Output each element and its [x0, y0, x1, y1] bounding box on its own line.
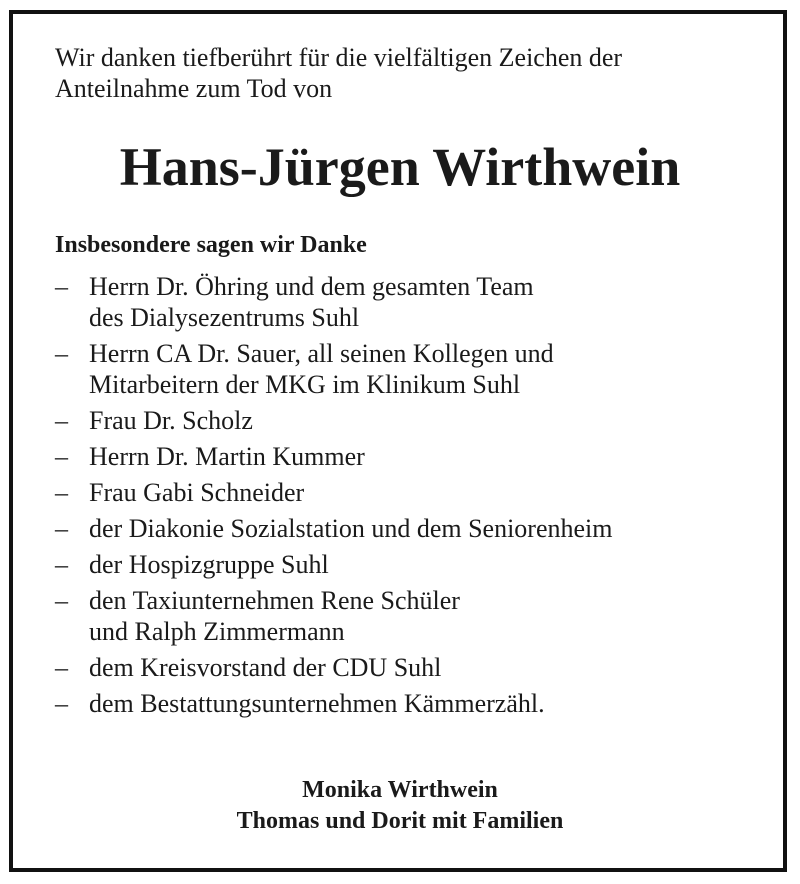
dash-bullet: – [55, 442, 68, 471]
intro-line: Anteilnahme zum Tod von [55, 74, 333, 103]
thanks-heading: Insbesondere sagen wir Danke [55, 232, 367, 258]
list-item [55, 271, 775, 333]
list-item-line: der Hospizgruppe Suhl [89, 550, 329, 579]
deceased-name: Hans-Jürgen Wirthwein [119, 137, 681, 197]
list-item-line: Mitarbeitern der MKG im Klinikum Suhl [89, 370, 521, 399]
list-item-line: Herrn Dr. Martin Kummer [89, 442, 365, 471]
intro-text [55, 42, 765, 104]
intro-line: Wir danken tiefberührt für die vielfältigen Zeichen der [55, 43, 623, 72]
dash-bullet: – [55, 514, 68, 543]
list-item-line: Herrn CA Dr. Sauer, all seinen Kollegen und [89, 339, 554, 368]
signature-line: Monika Wirthwein [302, 777, 498, 803]
dash-bullet: – [55, 550, 68, 579]
dash-bullet: – [55, 406, 68, 435]
list-item [55, 585, 775, 647]
list-item [55, 405, 775, 436]
thanks-list [55, 271, 775, 724]
dash-bullet: – [55, 339, 68, 368]
signature [0, 775, 800, 837]
list-item-line: dem Bestattungsunternehmen Kämmerzähl. [89, 689, 545, 718]
list-item [55, 477, 775, 508]
dash-bullet: – [55, 586, 68, 615]
list-item-line: Frau Dr. Scholz [89, 406, 253, 435]
list-item-line: den Taxiunternehmen Rene Schüler [89, 586, 460, 615]
signature-line: Thomas und Dorit mit Familien [236, 808, 564, 834]
list-item-line: des Dialysezentrums Suhl [89, 303, 360, 332]
list-item-line: dem Kreisvorstand der CDU Suhl [89, 653, 442, 682]
list-item [55, 441, 775, 472]
list-item [55, 338, 775, 400]
list-item [55, 688, 775, 719]
list-item [55, 549, 775, 580]
dash-bullet: – [55, 653, 68, 682]
list-item-line: Herrn Dr. Öhring und dem gesamten Team [89, 272, 534, 301]
list-item-line: Frau Gabi Schneider [89, 478, 305, 507]
dash-bullet: – [55, 689, 68, 718]
dash-bullet: – [55, 478, 68, 507]
list-item [55, 513, 775, 544]
list-item [55, 652, 775, 683]
list-item-line: und Ralph Zimmermann [89, 617, 345, 646]
list-item-line: der Diakonie Sozialstation und dem Seniorenheim [89, 514, 613, 543]
dash-bullet: – [55, 272, 68, 301]
